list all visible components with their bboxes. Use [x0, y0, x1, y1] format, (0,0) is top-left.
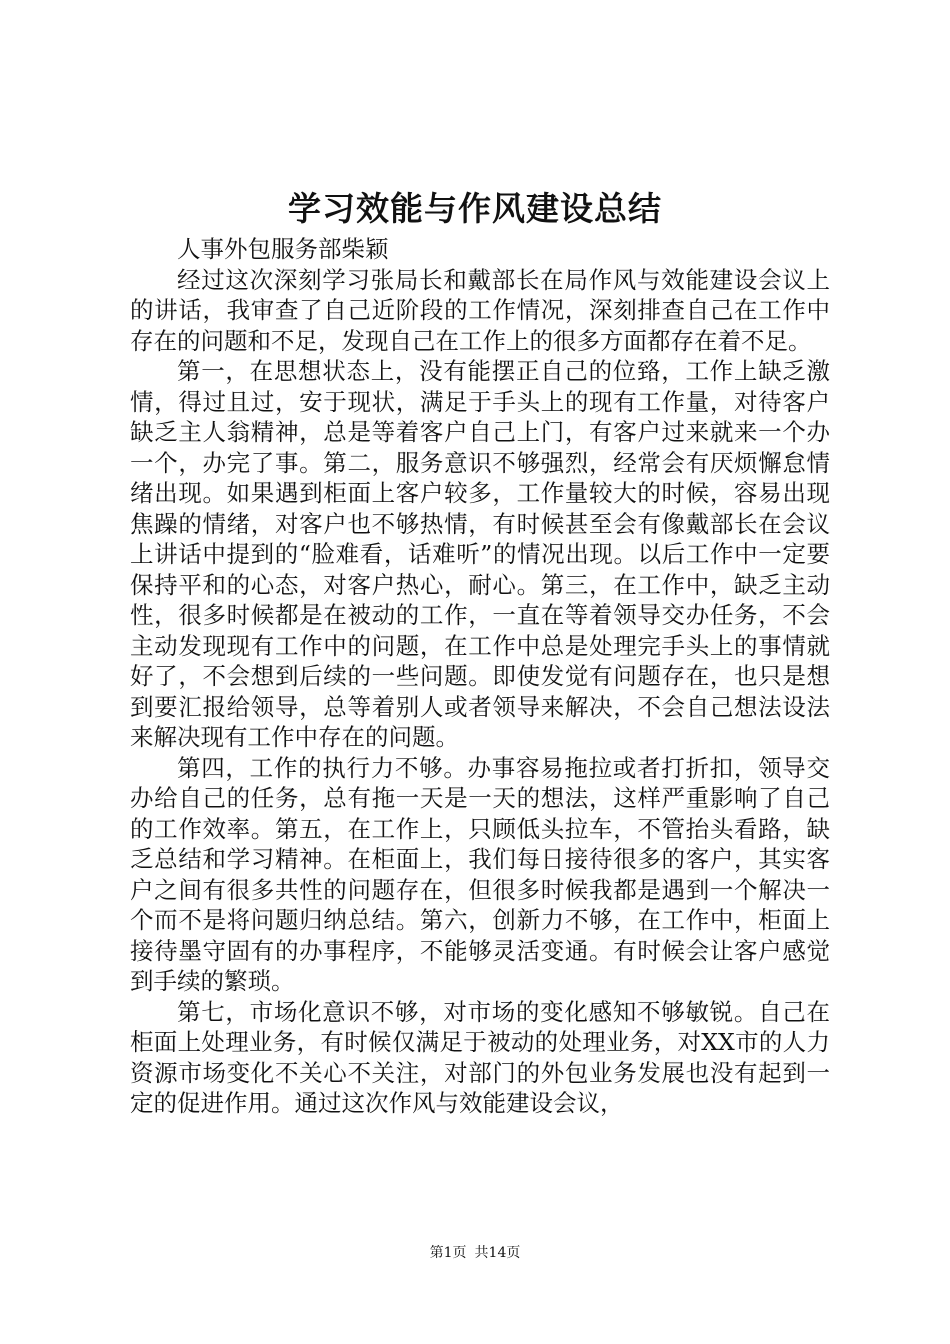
page-footer: [0, 1243, 950, 1263]
page-total: 共14页: [474, 1245, 521, 1261]
paragraph: 第七，市场化意识不够，对市场的变化感知不够敏锐。自己在柜面上处理业务，有时候仅满足于被动的处理业务，对XX市的人力资源市场变化不关心不关注，对部门的外包业务发展也没有起到一定的促进作用。通过这次作风与效能建设会议，: [130, 997, 830, 1117]
page-number: 第1页: [429, 1245, 467, 1261]
page-title: 学习效能与作风建设总结: [288, 189, 662, 228]
document-body: [130, 234, 830, 1119]
paragraph: 第四，工作的执行力不够。办事容易拖拉或者打折扣，领导交办给自己的任务，总有拖一天是一天的想法，这样严重影响了自己的工作效率。第五，在工作上，只顾低头拉车，不管抬头看路，缺乏总结和学习精神。在柜面上，我们每日接待很多的客户，其实客户之间有很多共性的问题存在，但很多时候我都是遇到一个解决一个而不是将问题归纳总结。第六，创新力不够，在工作中，柜面上接待墨守固有的办事程序，不能够灵活变通。有时候会让客户感觉到手续的繁琐。: [130, 753, 830, 995]
paragraph: 第一，在思想状态上，没有能摆正自己的位臵，工作上缺乏激情，得过且过，安于现状，满足于手头上的现有工作量，对待客户缺乏主人翁精神，总是等着客户自己上门，有客户过来就来一个办一个，办完了事。第二，服务意识不够强烈，经常会有厌烦懈怠情绪出现。如果遇到柜面上客户较多，工作量较大的时候，容易出现焦躁的情绪，对客户也不够热情，有时候甚至会有像戴部长在会议上讲话中提到的“脸难看，话难听”的情况出现。以后工作中一定要保持平和的心态，对客户热心，耐心。第三，在工作中，缺乏主动性，很多时候都是在被动的工作，一直在等着领导交办任务，不会主动发现现有工作中的问题，在工作中总是处理完手头上的事情就好了，不会想到后续的一些问题。即使发觉有问题存在，也只是想到要汇报给领导，总等着别人或者领导来解决，不会自己想法设法来解决现有工作中存在的问题。: [130, 357, 830, 751]
author-line: 人事外包服务部柴颖: [177, 235, 389, 263]
paragraph: 经过这次深刻学习张局长和戴部长在局作风与效能建设会议上的讲话，我审查了自己近阶段的工作情况，深刻排查自己在工作中存在的问题和不足，发现自己在工作上的很多方面都存在着不足。: [130, 265, 830, 355]
